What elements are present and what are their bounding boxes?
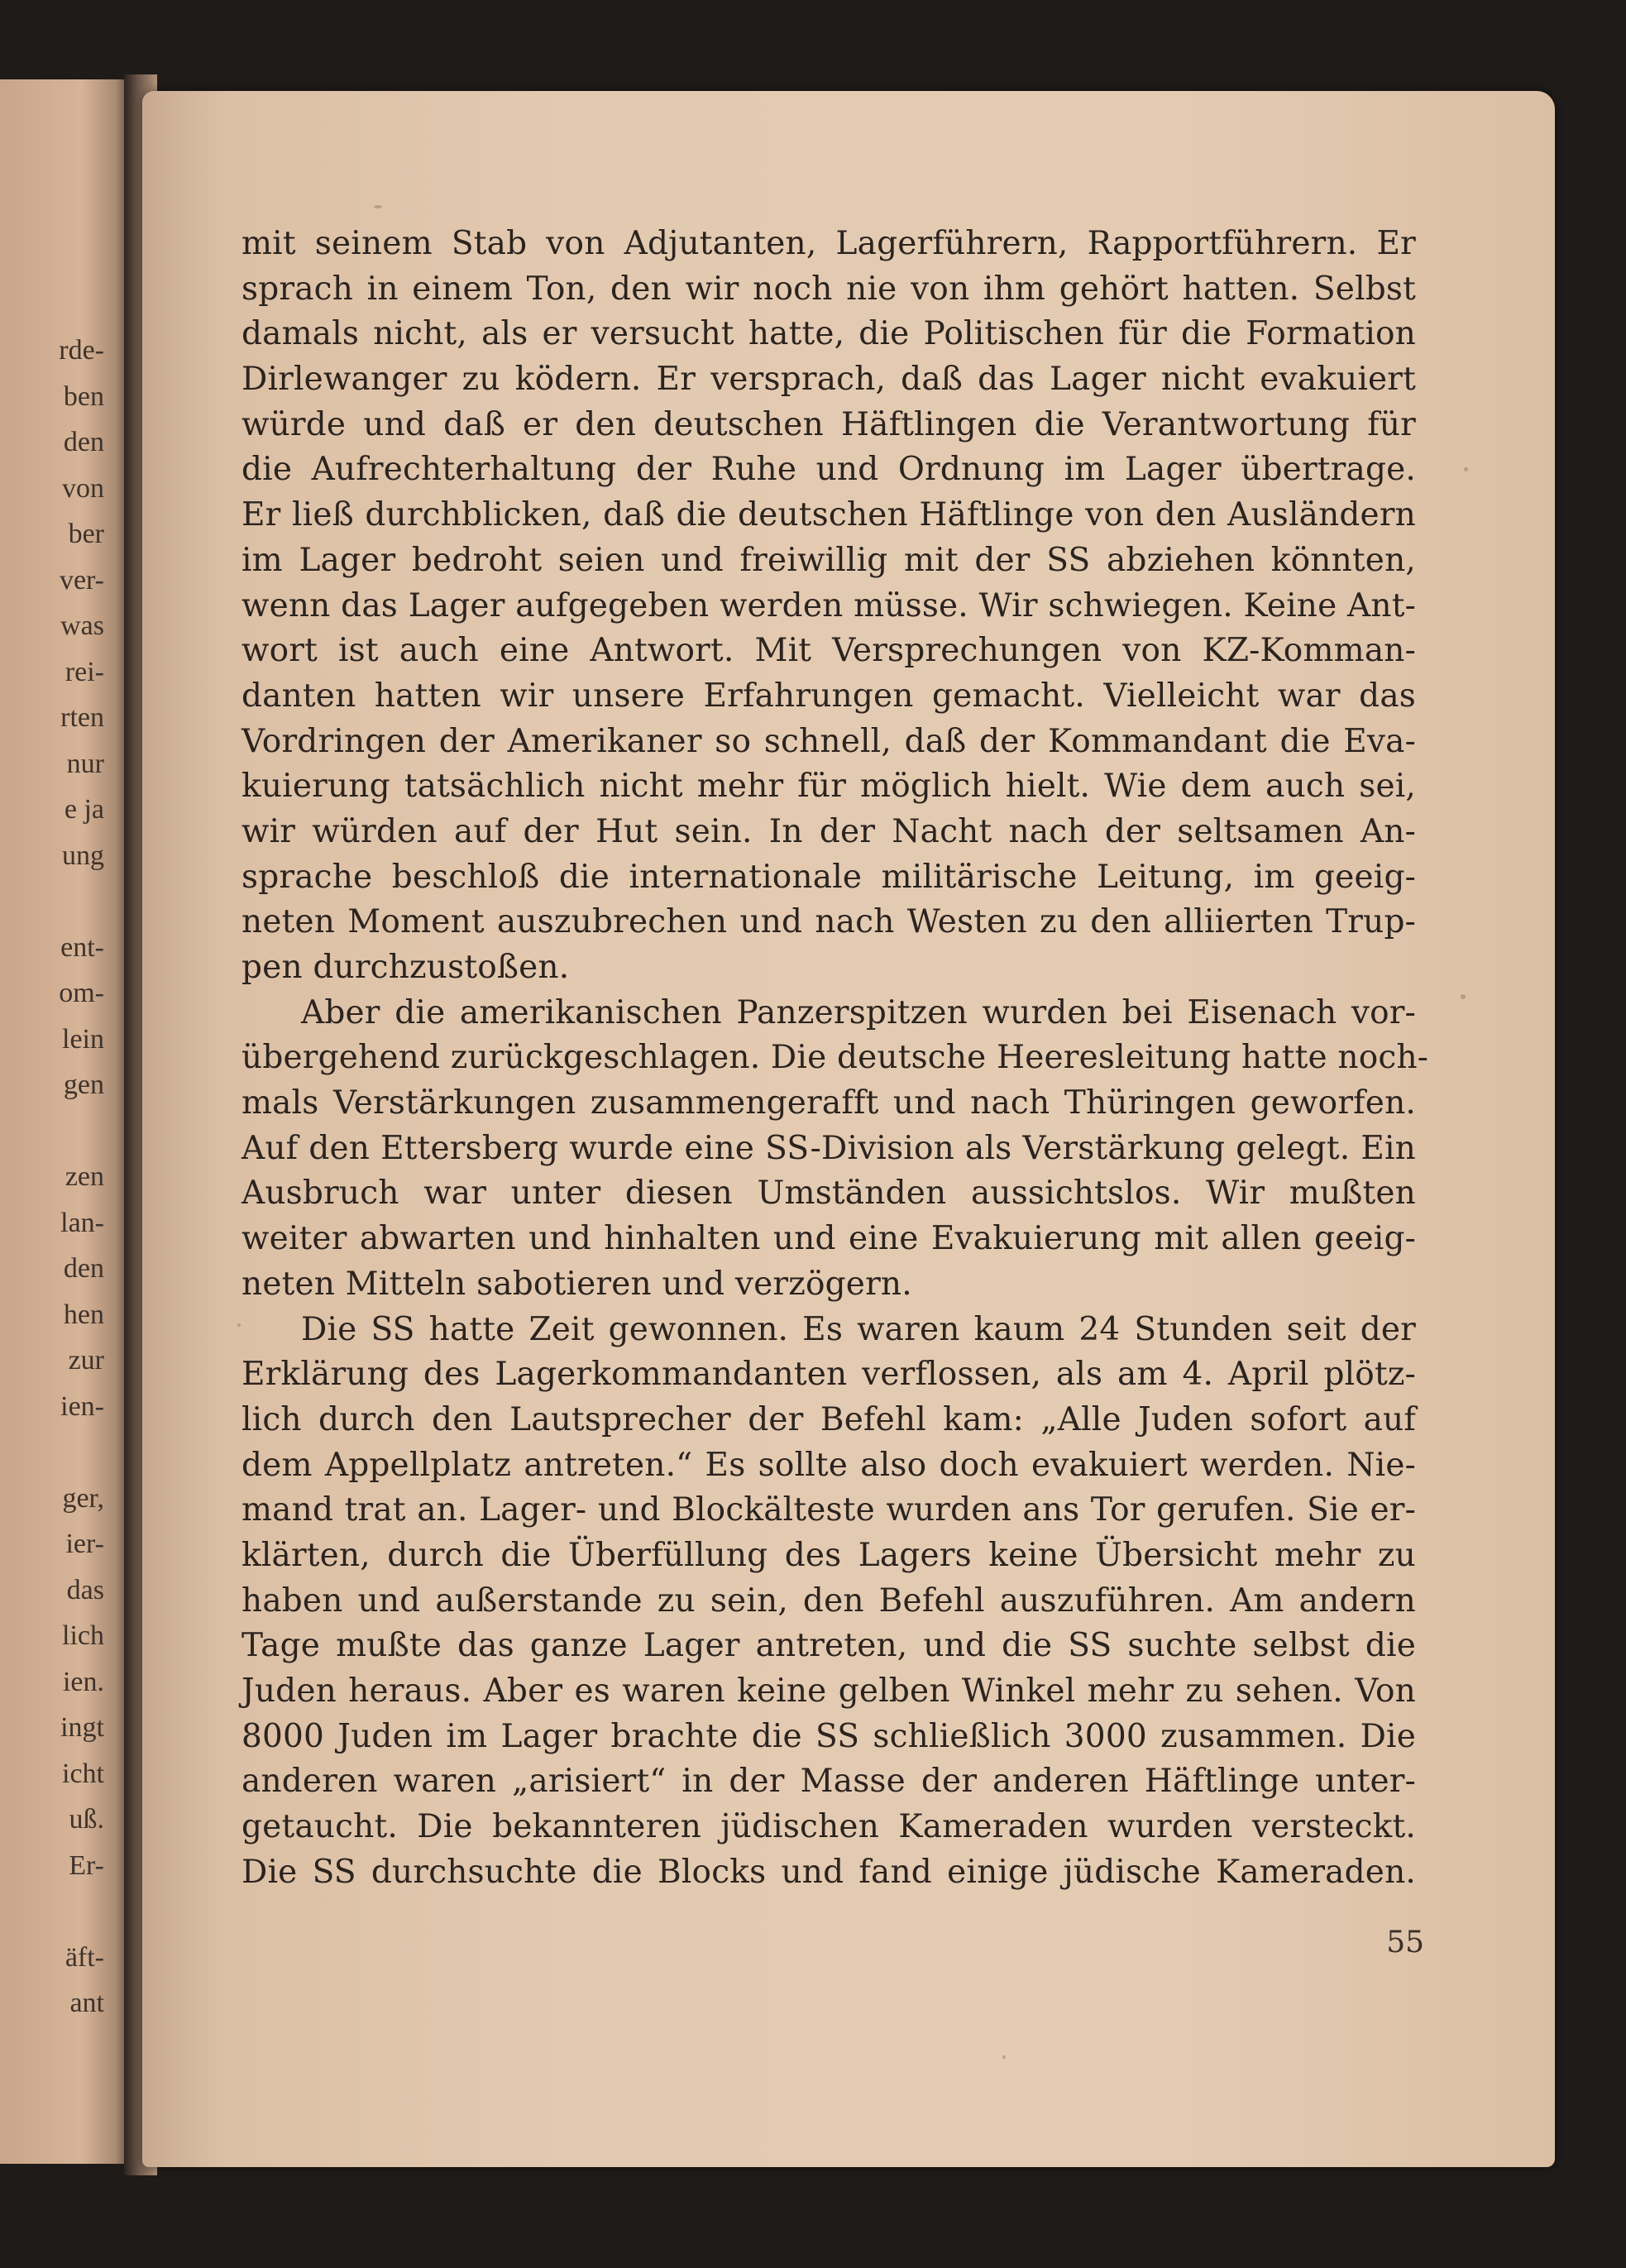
previous-page-fragment: rde-	[59, 335, 104, 366]
previous-page-fragment: ent-	[60, 931, 104, 963]
current-page	[142, 91, 1555, 2167]
previous-page-fragment: uß.	[69, 1804, 104, 1835]
previous-page-fragment: ben	[63, 380, 104, 412]
previous-page-fragment	[0, 1888, 116, 1935]
previous-page-fragment: ant	[69, 1988, 104, 2018]
text-line: wort ist auch eine Antwort. Mit Versprechungen von KZ-Komman-	[242, 632, 1416, 670]
text-line: 8000 Juden im Lager brachte die SS schließlich 3000 zusammen. Die	[242, 1717, 1416, 1755]
previous-page-fragment: von	[62, 472, 104, 504]
previous-page-fragment: das	[66, 1574, 104, 1605]
previous-page-fragment: was	[60, 610, 104, 641]
previous-page-fragment: ver-	[59, 564, 104, 596]
previous-page-line-fragments	[0, 328, 116, 2026]
text-line: mit seinem Stab von Adjutanten, Lagerführern, Rapportführern. Er	[242, 225, 1416, 262]
previous-page-fragment: lein	[62, 1023, 104, 1055]
previous-page-fragment: nur	[66, 748, 104, 779]
text-line: Dirlewanger zu ködern. Er versprach, daß das Lager nicht evakuiert	[242, 361, 1416, 399]
text-line: mand trat an. Lager- und Blockälteste wurden ans Tor gerufen. Sie er-	[242, 1491, 1416, 1529]
text-line: damals nicht, als er versucht hatte, die Politischen für die Formation	[242, 315, 1416, 353]
previous-page-fragment	[0, 1108, 116, 1155]
previous-page-fragment: lich	[62, 1620, 104, 1651]
previous-page-fragment: ien-	[60, 1390, 104, 1422]
previous-page-fragment	[0, 878, 116, 925]
text-line: dem Appellplatz antreten.“ Es sollte also doch evakuiert werden. Nie-	[242, 1446, 1416, 1484]
text-line: Die SS durchsuchte die Blocks und fand einige jüdische Kameraden.	[242, 1853, 1416, 1891]
previous-page-fragment: ber	[68, 519, 104, 549]
text-line: weiter abwarten und hinhalten und eine Evakuierung mit allen geeig-	[242, 1220, 1416, 1258]
previous-page-fragment: om-	[59, 978, 104, 1008]
previous-page-fragment: lan-	[60, 1207, 104, 1238]
previous-page-fragment: icht	[62, 1758, 104, 1789]
text-line: die Aufrechterhaltung der Ruhe und Ordnung im Lager übertrage.	[242, 451, 1416, 489]
text-line: im Lager bedroht seien und freiwillig mit der SS abziehen könnten,	[242, 541, 1416, 579]
previous-page-fragment: rten	[60, 702, 104, 733]
text-line: wir würden auf der Hut sein. In der Nacht nach der seltsamen An-	[242, 812, 1416, 850]
paper-speck	[1461, 994, 1466, 999]
text-line: neten Mitteln sabotieren und verzögern.	[242, 1265, 912, 1303]
previous-page-fragment: äft-	[65, 1941, 104, 1973]
paper-speck	[1002, 2055, 1006, 2059]
previous-page-fragment: ingt	[60, 1712, 104, 1743]
text-line: Erklärung des Lagerkommandanten verflossen, als am 4. April plötz-	[242, 1356, 1416, 1394]
text-line: Tage mußte das ganze Lager antreten, und die SS suchte selbst die	[242, 1627, 1416, 1665]
text-line: Er ließ durchblicken, daß die deutschen Häftlinge von den Ausländern	[242, 496, 1416, 534]
text-line: Aber die amerikanischen Panzerspitzen wurden bei Eisenach vor-	[301, 993, 1416, 1031]
text-line: lich durch den Lautsprecher der Befehl kam: „Alle Juden sofort auf	[242, 1400, 1416, 1438]
previous-page-fragment: den	[63, 427, 104, 457]
text-line: Juden heraus. Aber es waren keine gelben Winkel mehr zu sehen. Von	[242, 1672, 1416, 1710]
previous-page-fragment: ier-	[65, 1529, 104, 1559]
body-text	[242, 222, 1429, 1895]
text-line: kuierung tatsächlich nicht mehr für möglich hielt. Wie dem auch sei,	[242, 768, 1416, 806]
previous-page-fragment: ger,	[62, 1482, 104, 1514]
text-line: Auf den Ettersberg wurde eine SS-Division als Verstärkung gelegt. Ein	[242, 1129, 1416, 1167]
previous-page-fragment: ien.	[62, 1666, 104, 1697]
text-line: übergehend zurückgeschlagen. Die deutsche Heeresleitung hatte noch-	[242, 1039, 1429, 1077]
previous-page-fragment	[0, 1429, 116, 1476]
text-line: sprach in einem Ton, den wir noch nie von ihm gehört hatten. Selbst	[242, 270, 1416, 308]
paper-speck	[1464, 467, 1468, 471]
previous-page-fragment: hen	[63, 1299, 104, 1330]
text-line: neten Moment auszubrechen und nach Westen zu den alliierten Trup-	[242, 903, 1416, 941]
paper-speck	[374, 205, 382, 208]
text-line: würde und daß er den deutschen Häftlingen die Verantwortung für	[242, 405, 1416, 443]
text-line: haben und außerstande zu sein, den Befehl auszuführen. Am andern	[242, 1581, 1416, 1620]
text-line: klärten, durch die Überfüllung des Lagers keine Übersicht mehr zu	[242, 1536, 1416, 1574]
page-number: 55	[1386, 1926, 1424, 1959]
previous-page-fragment: e ja	[64, 794, 104, 825]
text-line: danten hatten wir unsere Erfahrungen gemacht. Vielleicht war das	[242, 677, 1416, 715]
paper-speck	[237, 1323, 241, 1327]
text-line: Vordringen der Amerikaner so schnell, daß der Kommandant die Eva-	[242, 722, 1416, 760]
text-line: getaucht. Die bekannteren jüdischen Kameraden wurden versteckt.	[242, 1808, 1416, 1846]
previous-page-fragment: rei-	[65, 656, 104, 687]
previous-page-fragment: zur	[68, 1345, 104, 1376]
text-line: sprache beschloß die internationale militärische Leitung, im geeig-	[242, 858, 1416, 896]
previous-page-fragment: Er-	[69, 1849, 104, 1881]
text-line: wenn das Lager aufgegeben werden müsse. Wir schwiegen. Keine Ant-	[242, 586, 1416, 624]
previous-page-fragment: ung	[62, 840, 104, 871]
text-line: Die SS hatte Zeit gewonnen. Es waren kaum 24 Stunden seit der	[301, 1310, 1416, 1348]
previous-page-fragment: zen	[65, 1161, 104, 1192]
previous-page-fragment: den	[63, 1253, 104, 1284]
text-line: Ausbruch war unter diesen Umständen aussichtslos. Wir mußten	[242, 1175, 1416, 1213]
previous-page-edge	[0, 79, 136, 2164]
previous-page-fragment: gen	[63, 1069, 104, 1100]
text-line: pen durchzustoßen.	[242, 949, 570, 986]
text-line: mals Verstärkungen zusammengerafft und nach Thüringen geworfen.	[242, 1084, 1416, 1122]
text-line: anderen waren „arisiert“ in der Masse der anderen Häftlinge unter-	[242, 1763, 1416, 1801]
